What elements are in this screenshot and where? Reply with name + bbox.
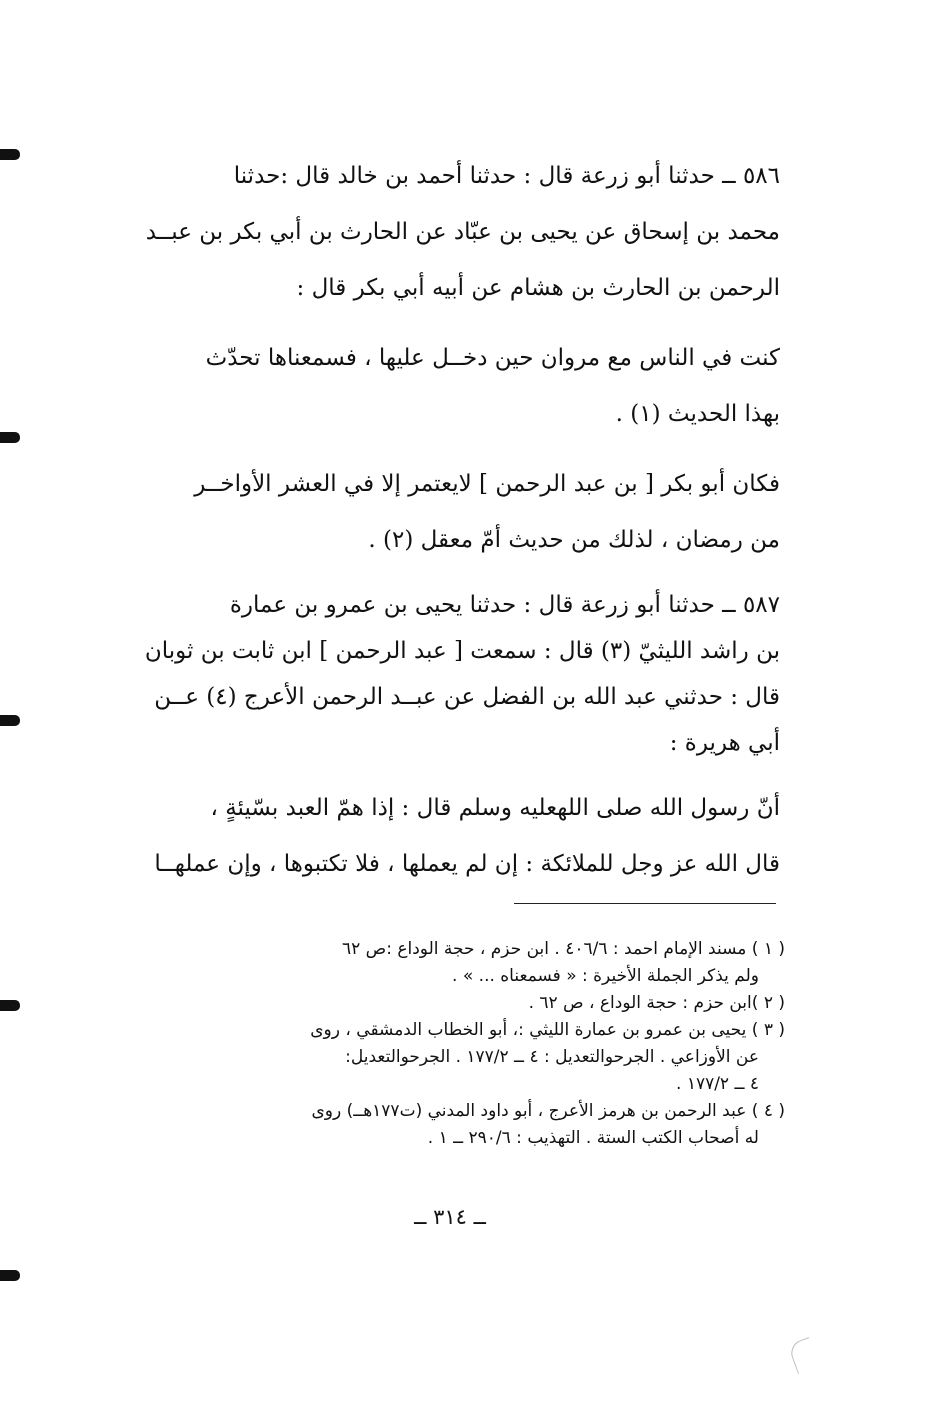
hadith-586-line: فكان أبو بكر [ بن عبد الرحمن ] لايعتمر إلا في العشر الأواخــر [194, 471, 780, 497]
footnote-line: ٤ ــ ١٧٧/٢ . [676, 1074, 759, 1094]
hadith-586-line: بهذا الحديث (١) . [615, 401, 780, 427]
footnote-line: له أصحاب الكتب الستة . التهذيب : ٢٩٠/٦ ــ ١ . [427, 1128, 759, 1148]
hadith-587-line: أبي هريرة : [669, 730, 780, 756]
paper-mark [787, 1337, 819, 1374]
page-number: ــ ٣١٤ ــ [414, 1205, 486, 1229]
hadith-587-line: أنّ رسول الله صلى اللهعليه وسلم قال : إذا همّ العبد بسّيئةٍ ، [210, 795, 780, 821]
hadith-586-line: محمد بن إسحاق عن يحيى بن عبّاد عن الحارث بن أبي بكر بن عبــد [145, 219, 780, 245]
binding-mark [0, 149, 20, 160]
binding-mark [0, 432, 20, 443]
footnote-line: ولم يذكر الجملة الأخيرة : « فسمعناه ... » . [452, 966, 759, 986]
footnote-divider [514, 903, 776, 904]
hadith-587-line: قال الله عز وجل للملائكة : إن لم يعملها ، فلا تكتبوها ، وإن عملهــا [154, 851, 780, 877]
hadith-586-line: من رمضان ، لذلك من حديث أمّ معقل (٢) . [368, 527, 780, 553]
hadith-587-line: بن راشد الليثيّ (٣) قال : سمعت [ عبد الرحمن ] ابن ثابت بن ثوبان [144, 638, 780, 664]
footnote-line: ( ٤ ) عبد الرحمن بن هرمز الأعرج ، أبو داود المدني (ت١٧٧هــ) روى [311, 1101, 785, 1121]
footnote-line: ( ٣ ) يحيى بن عمرو بن عمارة الليثي :، أبو الخطاب الدمشقي ، روى [310, 1020, 785, 1040]
hadith-586-line: ٥٨٦ ــ حدثنا أبو زرعة قال : حدثنا أحمد بن خالد قال :حدثنا [233, 163, 780, 189]
binding-mark [0, 715, 20, 726]
hadith-587-line: ٥٨٧ ــ حدثنا أبو زرعة قال : حدثنا يحيى بن عمرو بن عمارة [229, 592, 780, 618]
footnote-line: ( ١ ) مسند الإمام احمد : ٤٠٦/٦ . ابن حزم ، حجة الوداع :ص ٦٢ [342, 939, 785, 959]
binding-mark [0, 1270, 20, 1281]
footnote-line: عن الأوزاعي . الجرحوالتعديل : ٤ ــ ١٧٧/٢ . الجرحوالتعديل: [345, 1047, 759, 1067]
main-text [130, 148, 780, 892]
hadith-586-line: الرحمن بن الحارث بن هشام عن أبيه أبي بكر قال : [296, 275, 780, 301]
footnote-line: ( ٢ )ابن حزم : حجة الوداع ، ص ٦٢ . [528, 993, 785, 1013]
hadith-587-line: قال : حدثني عبد الله بن الفضل عن عبــد الرحمن الأعرج (٤) عــن [154, 684, 780, 710]
footnotes [130, 936, 785, 1152]
binding-mark [0, 1000, 20, 1011]
hadith-586-line: كنت في الناس مع مروان حين دخــل عليها ، فسمعناها تحدّث [205, 345, 780, 371]
